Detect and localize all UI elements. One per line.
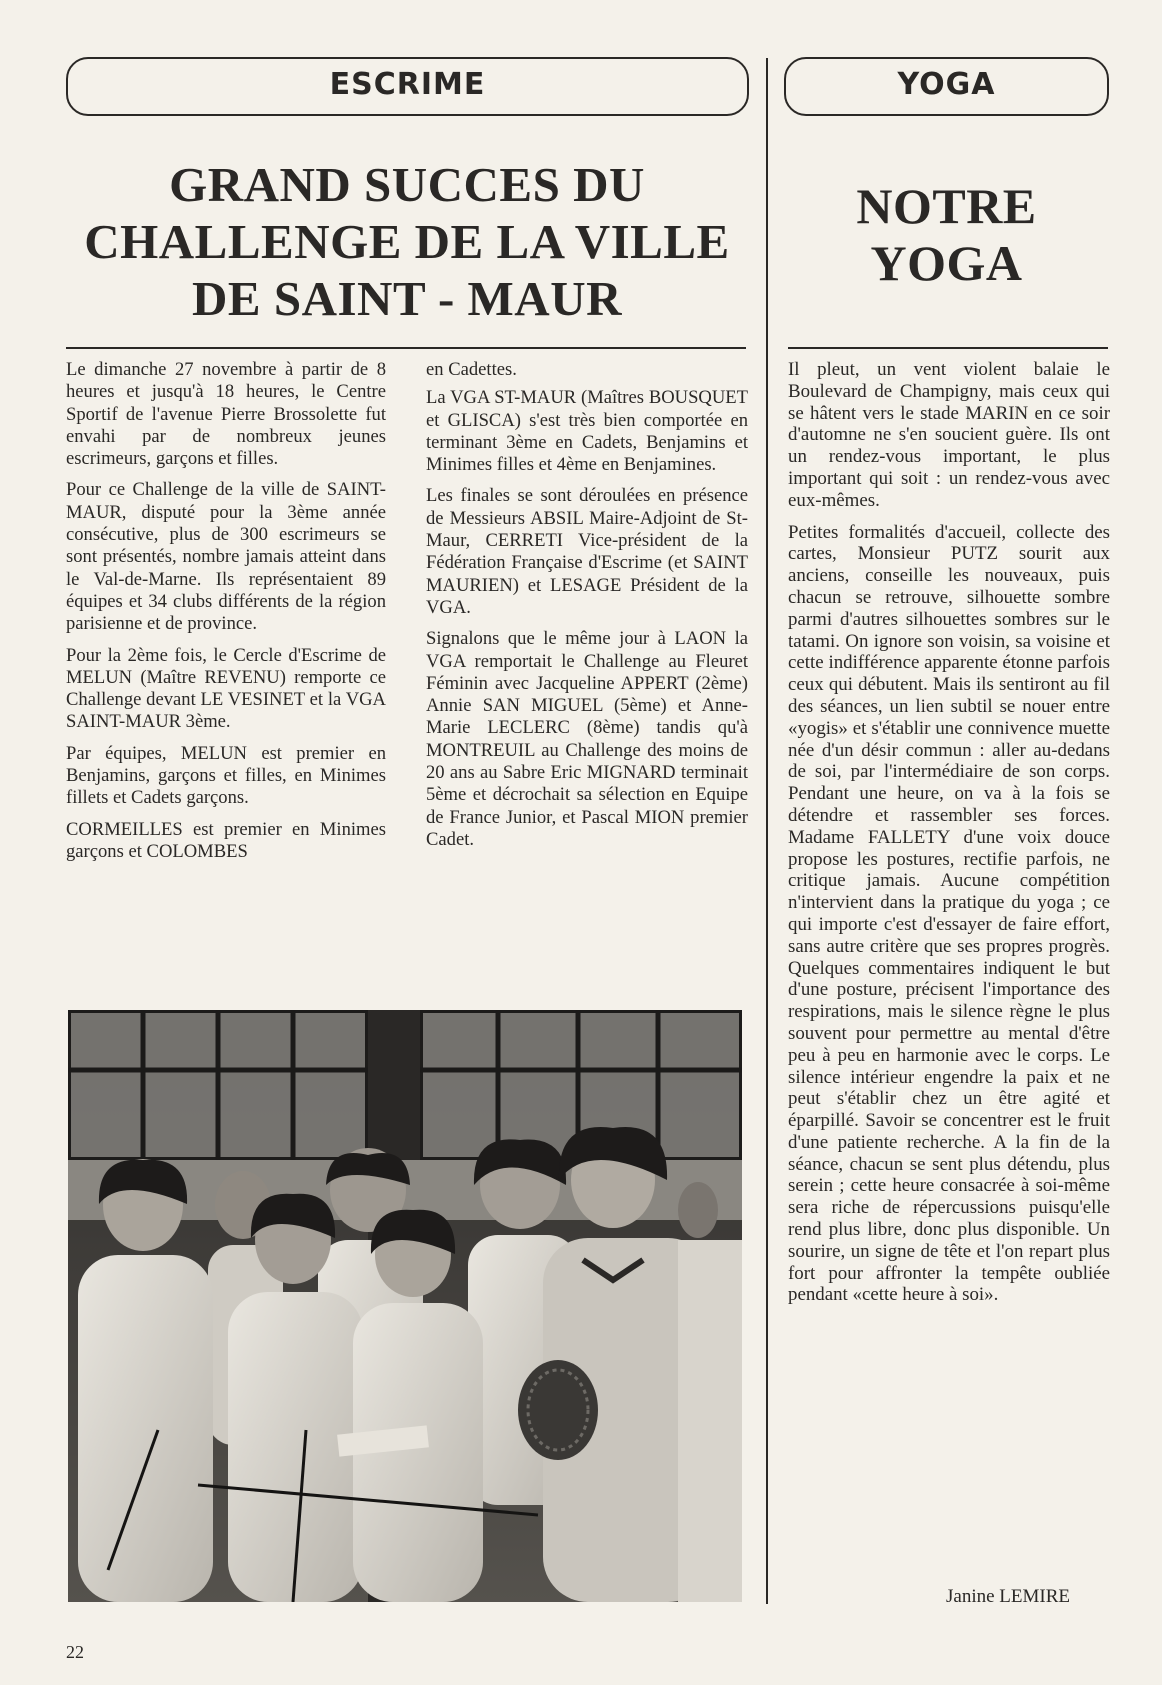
yoga-headline — [784, 178, 1109, 292]
fencers-photo-illustration — [68, 1010, 742, 1602]
escrime-paragraph: CORMEILLES est premier en Minimes garçons et COLOMBES — [66, 818, 386, 862]
column-divider — [766, 58, 768, 1604]
yoga-headline-line-2: YOGA — [870, 235, 1023, 291]
escrime-paragraph: en Cadettes. — [426, 359, 517, 380]
section-tab-yoga: YOGA — [784, 57, 1109, 116]
yoga-paragraph: Il pleut, un vent violent balaie le Boulevard de Champigny, mais ceux qui se hâtent vers le stade MARIN en ce soir d'automne ne s'en soucient guère. Ils ont un rendez-vous important, le plus important qui soit : un rendez-vous avec eux-mêmes. — [788, 359, 1110, 511]
escrime-paragraph: Par équipes, MELUN est premier en Benjamins, garçons et filles, en Minimes fillets et Cadets garçons. — [66, 742, 386, 809]
escrime-headline-rule — [66, 347, 746, 349]
fencers-team-photo — [68, 1010, 742, 1602]
escrime-paragraph: Signalons que le même jour à LAON la VGA remportait le Challenge au Fleuret Féminin avec Jacqueline APPERT (2ème) Annie SAN MIGUEL (5ème) et Anne-Marie LECLERC (8ème) tandis qu'à MONTREUIL au Challenge des moins de 20 ans au Sabre Eric MIGNARD terminait 5ème et décrochait sa sélection en Equipe de France Junior, et Pascal MION premier Cadet. — [426, 628, 748, 850]
escrime-paragraph: La VGA ST-MAUR (Maîtres BOUSQUET et GLISCA) s'est très bien comportée en terminant 3ème en Cadets, Benjamins et Minimes filles et 4ème en Benjamines. — [426, 387, 748, 476]
yoga-paragraph: Petites formalités d'accueil, collecte des cartes, Monsieur PUTZ sourit aux anciens, conseille les nouveaux, puis chacun se retrouve, silhouette sombre parmi d'autres silhouettes sombres sur le tatami. On ignore son voisin, sa voisine et cette indifférence apparente étonne parfois ceux qui débutent. Mais ils sentiront au fil des séances, un lien subtil se nouer entre «yogis» et s'établir une connivence muette née d'un désir commun : aller au-dedans de soi, par l'intermédiaire de son corps. Pendant une heure, on va à la fois se détendre et rassembler ses forces. Madame FALLETY d'une voix douce propose les postures, rectifie parfois, ne critique jamais. Aucune compétition n'intervient dans la pratique du yoga ; ce qui importe c'est d'essayer de faire effort, sans autre critère que ses propres progrès. Quelques commentaires indiquent le but d'une posture, précisent l'importance des respirations, mais le silence règne le plus souvent pour permettre au mental d'être peu à peu en harmonie avec le corps. Le silence intérieur engendre la paix et ne peut s'établir chez un être agité et éparpillé. Savoir se concentrer est le fruit d'une patiente recherche. A la fin de la séance, chacun se sent plus détendu, plus serein ; cette heure consacrée à soi-même sera riche de répercussions puisqu'elle rend plus libre, donc plus disponible. Un sourire, un signe de tête et l'on repart plus fort pour affronter la tempête oubliée pendant «cette heure à soi». — [788, 521, 1110, 1306]
escrime-headline — [66, 156, 748, 327]
escrime-paragraph: Pour ce Challenge de la ville de SAINT-MAUR, disputé pour la 3ème année consécutive, plus de 300 escrimeurs se sont présentés, nombre jamais atteint dans le Val-de-Marne. Ils représentaient 89 équipes et 34 clubs différents de la région parisienne et de province. — [66, 479, 386, 635]
escrime-column-1 — [66, 359, 386, 872]
yoga-column — [788, 359, 1110, 1315]
escrime-headline-line-2: CHALLENGE DE LA VILLE — [84, 214, 730, 269]
yoga-headline-rule — [788, 347, 1108, 349]
section-tab-escrime: ESCRIME — [66, 57, 749, 116]
escrime-paragraph: Le dimanche 27 novembre à partir de 8 heures et jusqu'à 18 heures, le Centre Sportif de l'avenue Pierre Brossolette fut envahi par de nombreux jeunes escrimeurs, garçons et filles. — [66, 359, 386, 470]
escrime-paragraph: Les finales se sont déroulées en présence de Messieurs ABSIL Maire-Adjoint de St-Maur, CERRETI Vice-président de la Fédération Française d'Escrime (et SAINT MAURIEN) et LESAGE Président de la VGA. — [426, 485, 748, 618]
yoga-headline-line-1: NOTRE — [856, 178, 1037, 234]
escrime-headline-line-1: GRAND SUCCES DU — [169, 157, 645, 212]
page-number: 22 — [66, 1642, 84, 1662]
escrime-headline-line-3: DE SAINT - MAUR — [192, 271, 622, 326]
escrime-column-2 — [426, 359, 748, 860]
author-signature: Janine LEMIRE — [946, 1586, 1071, 1607]
escrime-paragraph: Pour la 2ème fois, le Cercle d'Escrime de MELUN (Maître REVENU) remporte ce Challenge devant LE VESINET et la VGA SAINT-MAUR 3ème. — [66, 644, 386, 733]
